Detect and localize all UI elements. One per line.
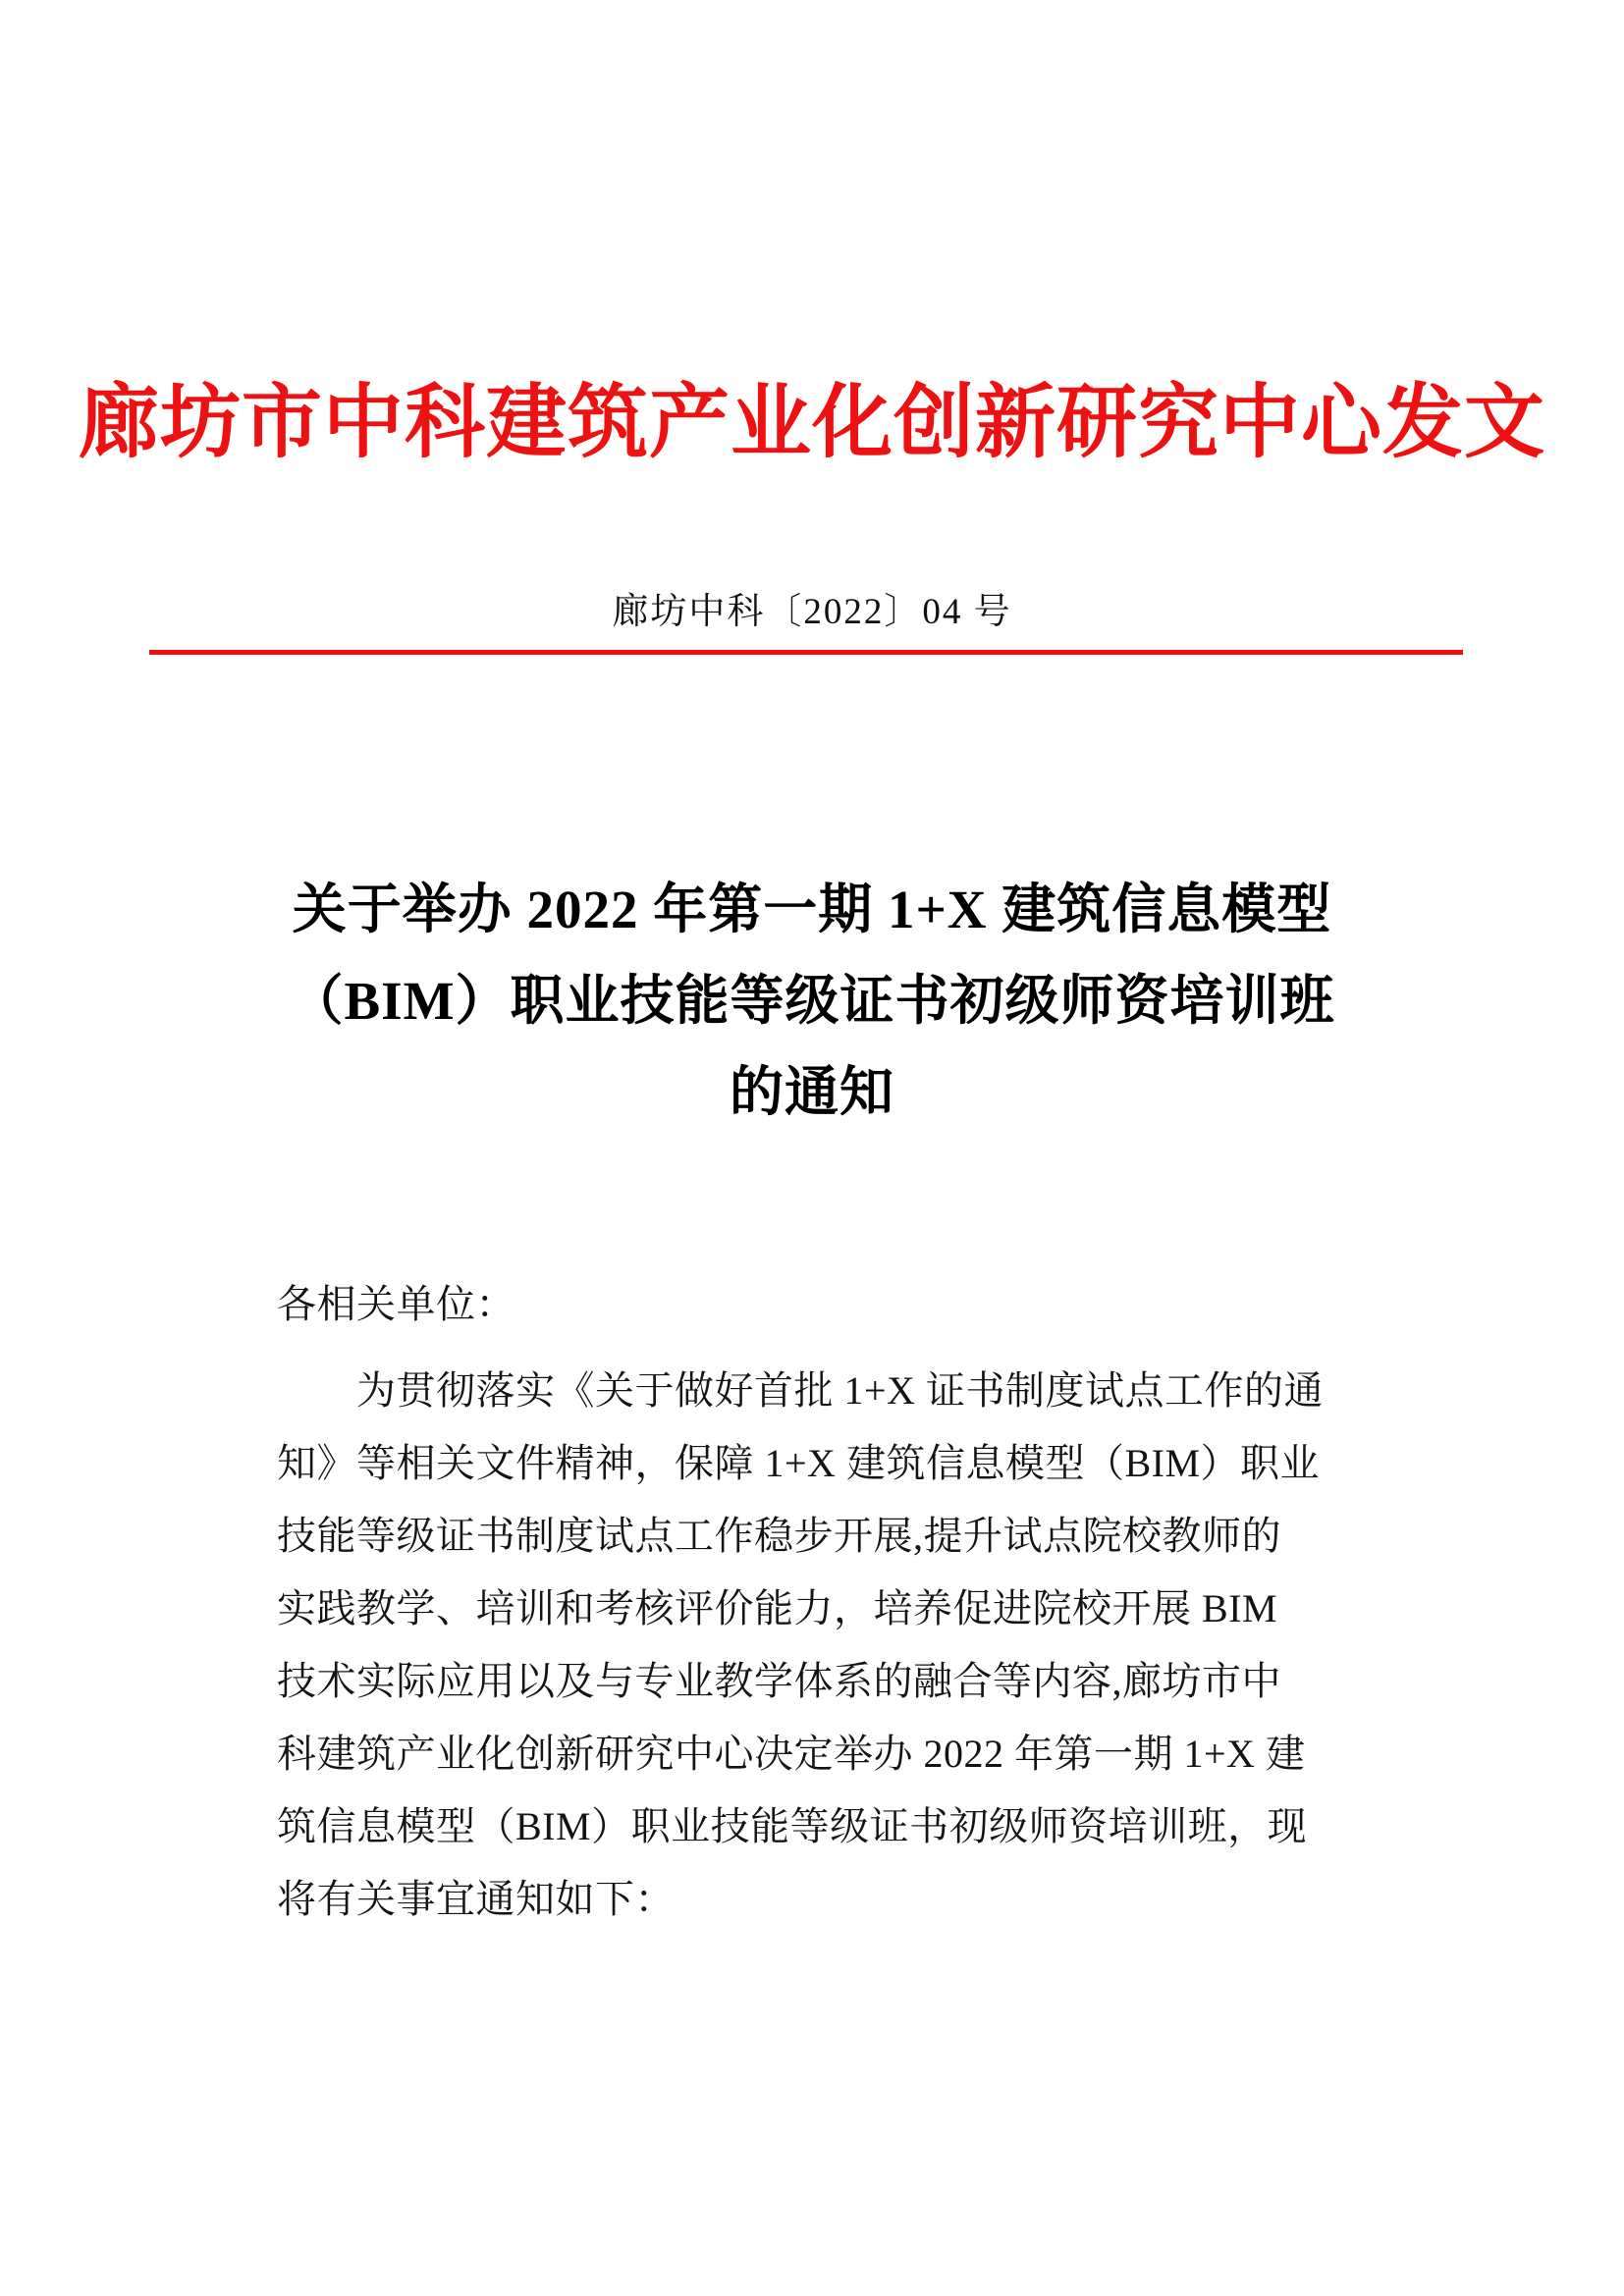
document-number-text: 廊坊中科〔2022〕04 号 [612, 592, 1012, 632]
document-title-line-3: 的通知 [729, 1062, 894, 1122]
red-separator-rule [149, 650, 1463, 655]
body-line: 筑信息模型（BIM）职业技能等级证书初级师资培训班，现 [277, 1804, 1308, 1848]
body-line: 知》等相关文件精神，保障 1+X 建筑信息模型（BIM）职业 [277, 1441, 1321, 1485]
body-line: 技能等级证书制度试点工作稳步开展,提升试点院校教师的 [277, 1514, 1281, 1558]
body-line: 为贯彻落实《关于做好首批 1+X 证书制度试点工作的通 [277, 1368, 1324, 1413]
document-title-line-2: （BIM）职业技能等级证书初级师资培训班 [289, 971, 1335, 1031]
issuing-organization-text: 廊坊市中科建筑产业化创新研究中心发文 [78, 378, 1545, 467]
issuing-organization-header [0, 378, 1624, 468]
document-title-line-1: 关于举办 2022 年第一期 1+X 建筑信息模型 [292, 880, 1332, 939]
document-title [147, 864, 1477, 1138]
body-line: 科建筑产业化创新研究中心决定举办 2022 年第一期 1+X 建 [277, 1732, 1306, 1776]
document-body [277, 1268, 1406, 1936]
body-line: 技术实际应用以及与专业教学体系的融合等内容,廊坊市中 [277, 1659, 1281, 1703]
document-number [0, 581, 1624, 634]
body-line: 将有关事宜通知如下： [277, 1877, 675, 1921]
body-salutation: 各相关单位： [277, 1282, 515, 1326]
body-line: 实践教学、培训和考核评价能力，培养促进院校开展 BIM [277, 1586, 1278, 1630]
